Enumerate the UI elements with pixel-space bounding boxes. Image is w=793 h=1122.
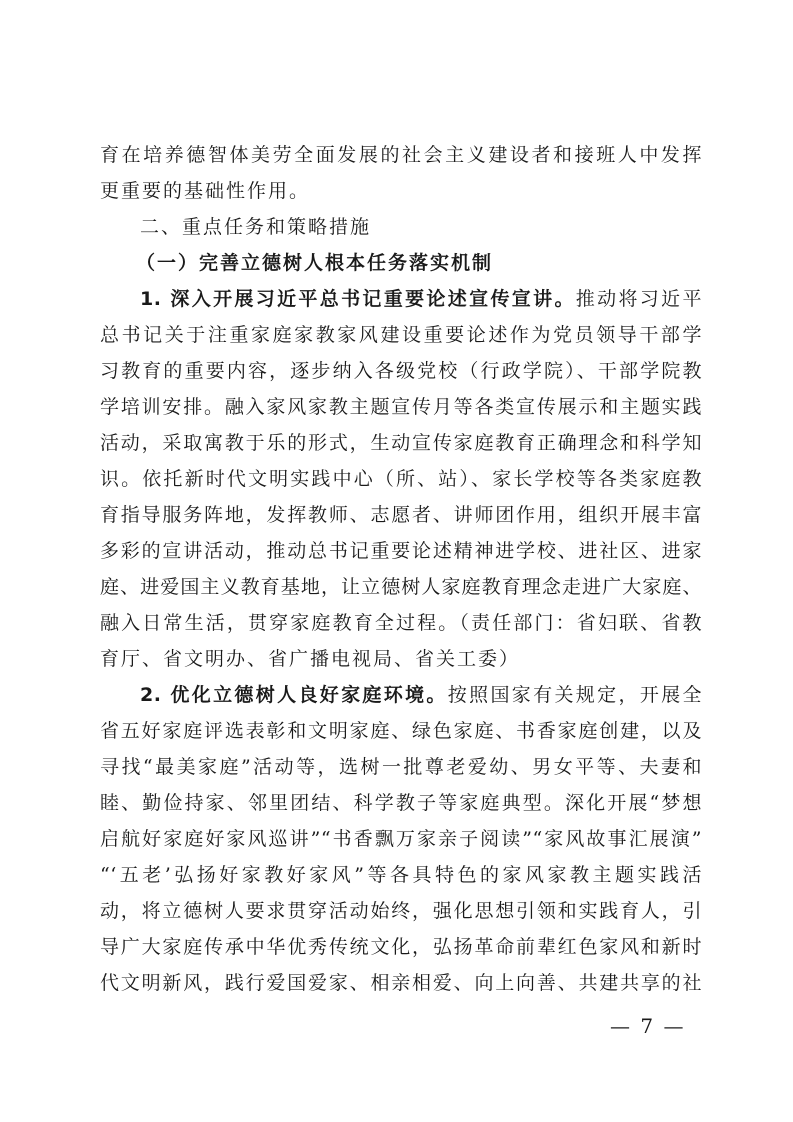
body-text: 活动，采取寓教于乐的形式，生动宣传家庭教育正确理念和科学知 <box>100 432 702 454</box>
body-text: 更重要的基础性作用。 <box>100 180 311 202</box>
page-number: — 7 — <box>610 1014 686 1038</box>
text-line <box>100 425 702 461</box>
text-line <box>100 785 702 821</box>
text-line <box>100 893 702 929</box>
text-line <box>100 353 702 389</box>
body-text: 推动将习近平 <box>575 288 702 310</box>
body-text: 多彩的宣讲活动，推动总书记重要论述精神进学校、进社区、进家 <box>100 540 702 562</box>
text-line <box>100 209 702 245</box>
text-line <box>100 461 702 497</box>
body-text: 育厅、省文明办、省广播电视局、省关工委） <box>100 648 521 670</box>
body-text: 按照国家有关规定，开展全 <box>447 684 702 706</box>
body-text: “‘五老’弘扬好家教好家风”等各具特色的家风家教主题实践活 <box>100 864 702 886</box>
body-text: 导广大家庭传承中华优秀传统文化，弘扬革命前辈红色家风和新时 <box>100 936 702 958</box>
text-line <box>100 317 702 353</box>
text-line <box>100 965 702 1001</box>
body-text: 动，将立德树人要求贯穿活动始终，强化思想引领和实践育人，引 <box>100 900 702 922</box>
text-line <box>100 749 702 785</box>
body-text: 睦、勤俭持家、邻里团结、科学教子等家庭典型。深化开展“梦想 <box>100 792 702 814</box>
text-line <box>100 605 702 641</box>
heading-text: （一）完善立德树人根本任务落实机制 <box>136 252 494 274</box>
heading-text: 2. 优化立德树人良好家庭环境。 <box>140 684 448 706</box>
text-line <box>100 389 702 425</box>
body-text: 省五好家庭评选表彰和文明家庭、绿色家庭、书香家庭创建，以及 <box>100 720 702 742</box>
body-text: 识。依托新时代文明实践中心（所、站）、家长学校等各类家庭教 <box>100 468 702 490</box>
heading-text: 1. 深入开展习近平总书记重要论述宣传宣讲。 <box>140 288 576 310</box>
text-line <box>100 245 702 281</box>
body-text: 启航好家庭好家风巡讲”“书香飘万家亲子阅读”“家风故事汇展演” <box>100 828 702 850</box>
text-line <box>100 677 702 713</box>
body-text: 育指导服务阵地，发挥教师、志愿者、讲师团作用，组织开展丰富 <box>100 504 702 526</box>
body-text: 寻找“最美家庭”活动等，选树一批尊老爱幼、男女平等、夫妻和 <box>100 756 702 778</box>
body-text: 庭、进爱国主义教育基地，让立德树人家庭教育理念走进广大家庭、 <box>100 576 702 598</box>
body-text: 学培训安排。融入家风家教主题宣传月等各类宣传展示和主题实践 <box>100 396 702 418</box>
text-line <box>100 821 702 857</box>
document-body <box>100 137 702 1001</box>
body-text: 代文明新风，践行爱国爱家、相亲相爱、向上向善、共建共享的社 <box>100 972 702 994</box>
text-line <box>100 569 702 605</box>
text-line <box>100 533 702 569</box>
body-text: 融入日常生活，贯穿家庭教育全过程。（责任部门：省妇联、省教 <box>100 612 702 634</box>
text-line <box>100 281 702 317</box>
text-line <box>100 173 702 209</box>
body-text: 育在培养德智体美劳全面发展的社会主义建设者和接班人中发挥 <box>100 144 702 166</box>
body-text: 总书记关于注重家庭家教家风建设重要论述作为党员领导干部学 <box>100 324 702 346</box>
text-line <box>100 713 702 749</box>
text-line <box>100 929 702 965</box>
body-text: 习教育的重要内容，逐步纳入各级党校（行政学院）、干部学院教 <box>100 360 702 382</box>
text-line <box>100 137 702 173</box>
text-line <box>100 857 702 893</box>
heading-text: 二、重点任务和策略措施 <box>140 216 372 238</box>
text-line <box>100 641 702 677</box>
text-line <box>100 497 702 533</box>
